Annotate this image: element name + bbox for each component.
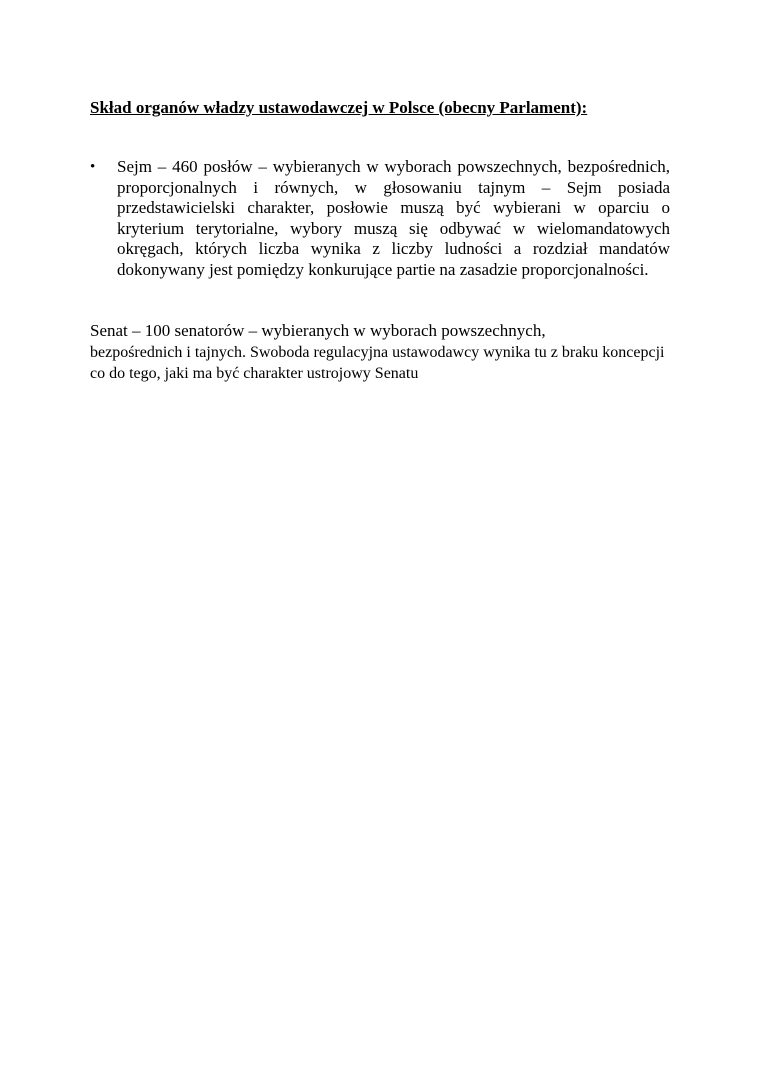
senat-first-line: Senat – 100 senatorów – wybieranych w wyborach powszechnych, (90, 321, 546, 340)
document-title: Skład organów władzy ustawodawczej w Polsce (obecny Parlament): (90, 98, 588, 117)
bullet-text-sejm: Sejm – 460 posłów – wybieranych w wyborach powszechnych, bezpośrednich, proporcjonalnych i równych, w głosowaniu tajnym – Sejm posiada przedstawicielski charakter, posłowie muszą być wybierani w oparciu o kryterium terytorialne, wybory muszą się odbywać w wielomandatowych okręgach, których liczba wynika z liczby ludności a rozdział mandatów dokonywany jest pomiędzy konkurujące partie na zasadzie proporcjonalności. (117, 157, 670, 279)
bullet-marker: • (90, 159, 96, 175)
paragraph-senat (90, 320, 680, 384)
bullet-list (90, 157, 670, 280)
bullet-item-sejm (90, 157, 670, 280)
senat-continuation: bezpośrednich i tajnych. Swoboda regulacyjna ustawodawcy wynika tu z braku koncepcji co do tego, jaki ma być charakter ustrojowy Senatu (90, 344, 665, 382)
